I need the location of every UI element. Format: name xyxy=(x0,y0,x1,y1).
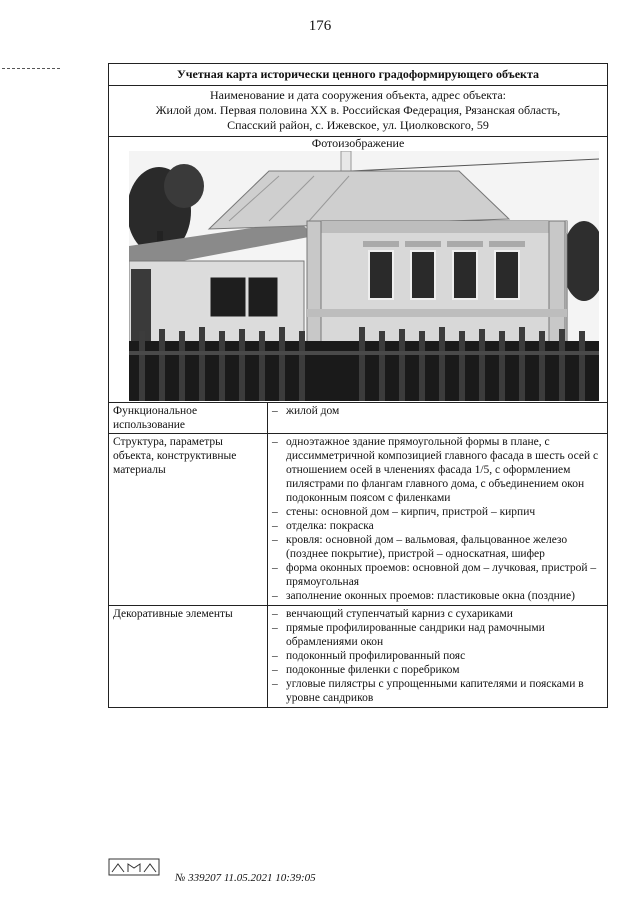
scan-mark xyxy=(2,68,60,71)
list-item: – отделка: покраска xyxy=(272,520,374,532)
list-item: – форма оконных проемов: основной дом – лучковая, пристрой – прямоугольная xyxy=(272,562,597,588)
object-line: Наименование и дата сооружения объекта, адрес объекта: xyxy=(209,88,507,102)
row-label-decor: Декоративные элементы xyxy=(109,606,268,708)
photo-label: Фотоизображение xyxy=(311,136,405,150)
document-number: № 339207 11.05.2021 10:39:05 xyxy=(175,872,316,884)
house-photo xyxy=(129,151,599,401)
list-item: – одноэтажное здание прямоугольной формы в плане, с диссимметричной композицией главного фасада в шесть осей с отношением осей в членениях фасада 1/5, с оформлением пилястрами по флангам главного дома, с объединением окон подоконным поясом с филенками xyxy=(272,436,599,504)
registry-stamp-icon xyxy=(108,858,160,876)
object-description xyxy=(109,86,608,137)
list-item: – стены: основной дом – кирпич, пристрой – кирпич xyxy=(272,506,536,518)
list-item: – венчающий ступенчатый карниз с сухариками xyxy=(272,608,513,620)
photo-cell xyxy=(109,137,608,403)
registration-card xyxy=(108,63,608,708)
row-label-function: Функциональное использование xyxy=(109,403,268,434)
list-item: – кровля: основной дом – вальмовая, фальцованное железо (позднее покрытие), пристрой – односкатная, шифер xyxy=(272,534,568,560)
object-line: Спасский район, с. Ижевское, ул. Циолковского, 59 xyxy=(227,118,489,132)
row-label-structure: Структура, параметры объекта, конструктивные материалы xyxy=(109,434,268,606)
list-item: – жилой дом xyxy=(272,405,340,417)
list-item: – угловые пилястры с упрощенными капителями и поясками в уровне сандриков xyxy=(272,678,584,704)
row-values-function xyxy=(268,403,608,434)
list-item: – прямые профилированные сандрики над рамочными обрамлениями окон xyxy=(272,622,545,648)
card-title: Учетная карта исторически ценного градоформирующего объекта xyxy=(109,64,608,86)
list-item: – заполнение оконных проемов: пластиковые окна (поздние) xyxy=(272,590,575,602)
page-number: 176 xyxy=(308,18,332,34)
list-item: – подоконные филенки с поребриком xyxy=(272,664,460,676)
object-line: Жилой дом. Первая половина XX в. Российская Федерация, Рязанская область, xyxy=(155,103,561,117)
row-values-decor xyxy=(268,606,608,708)
row-values-structure xyxy=(268,434,608,606)
list-item: – подоконный профилированный пояс xyxy=(272,650,466,662)
